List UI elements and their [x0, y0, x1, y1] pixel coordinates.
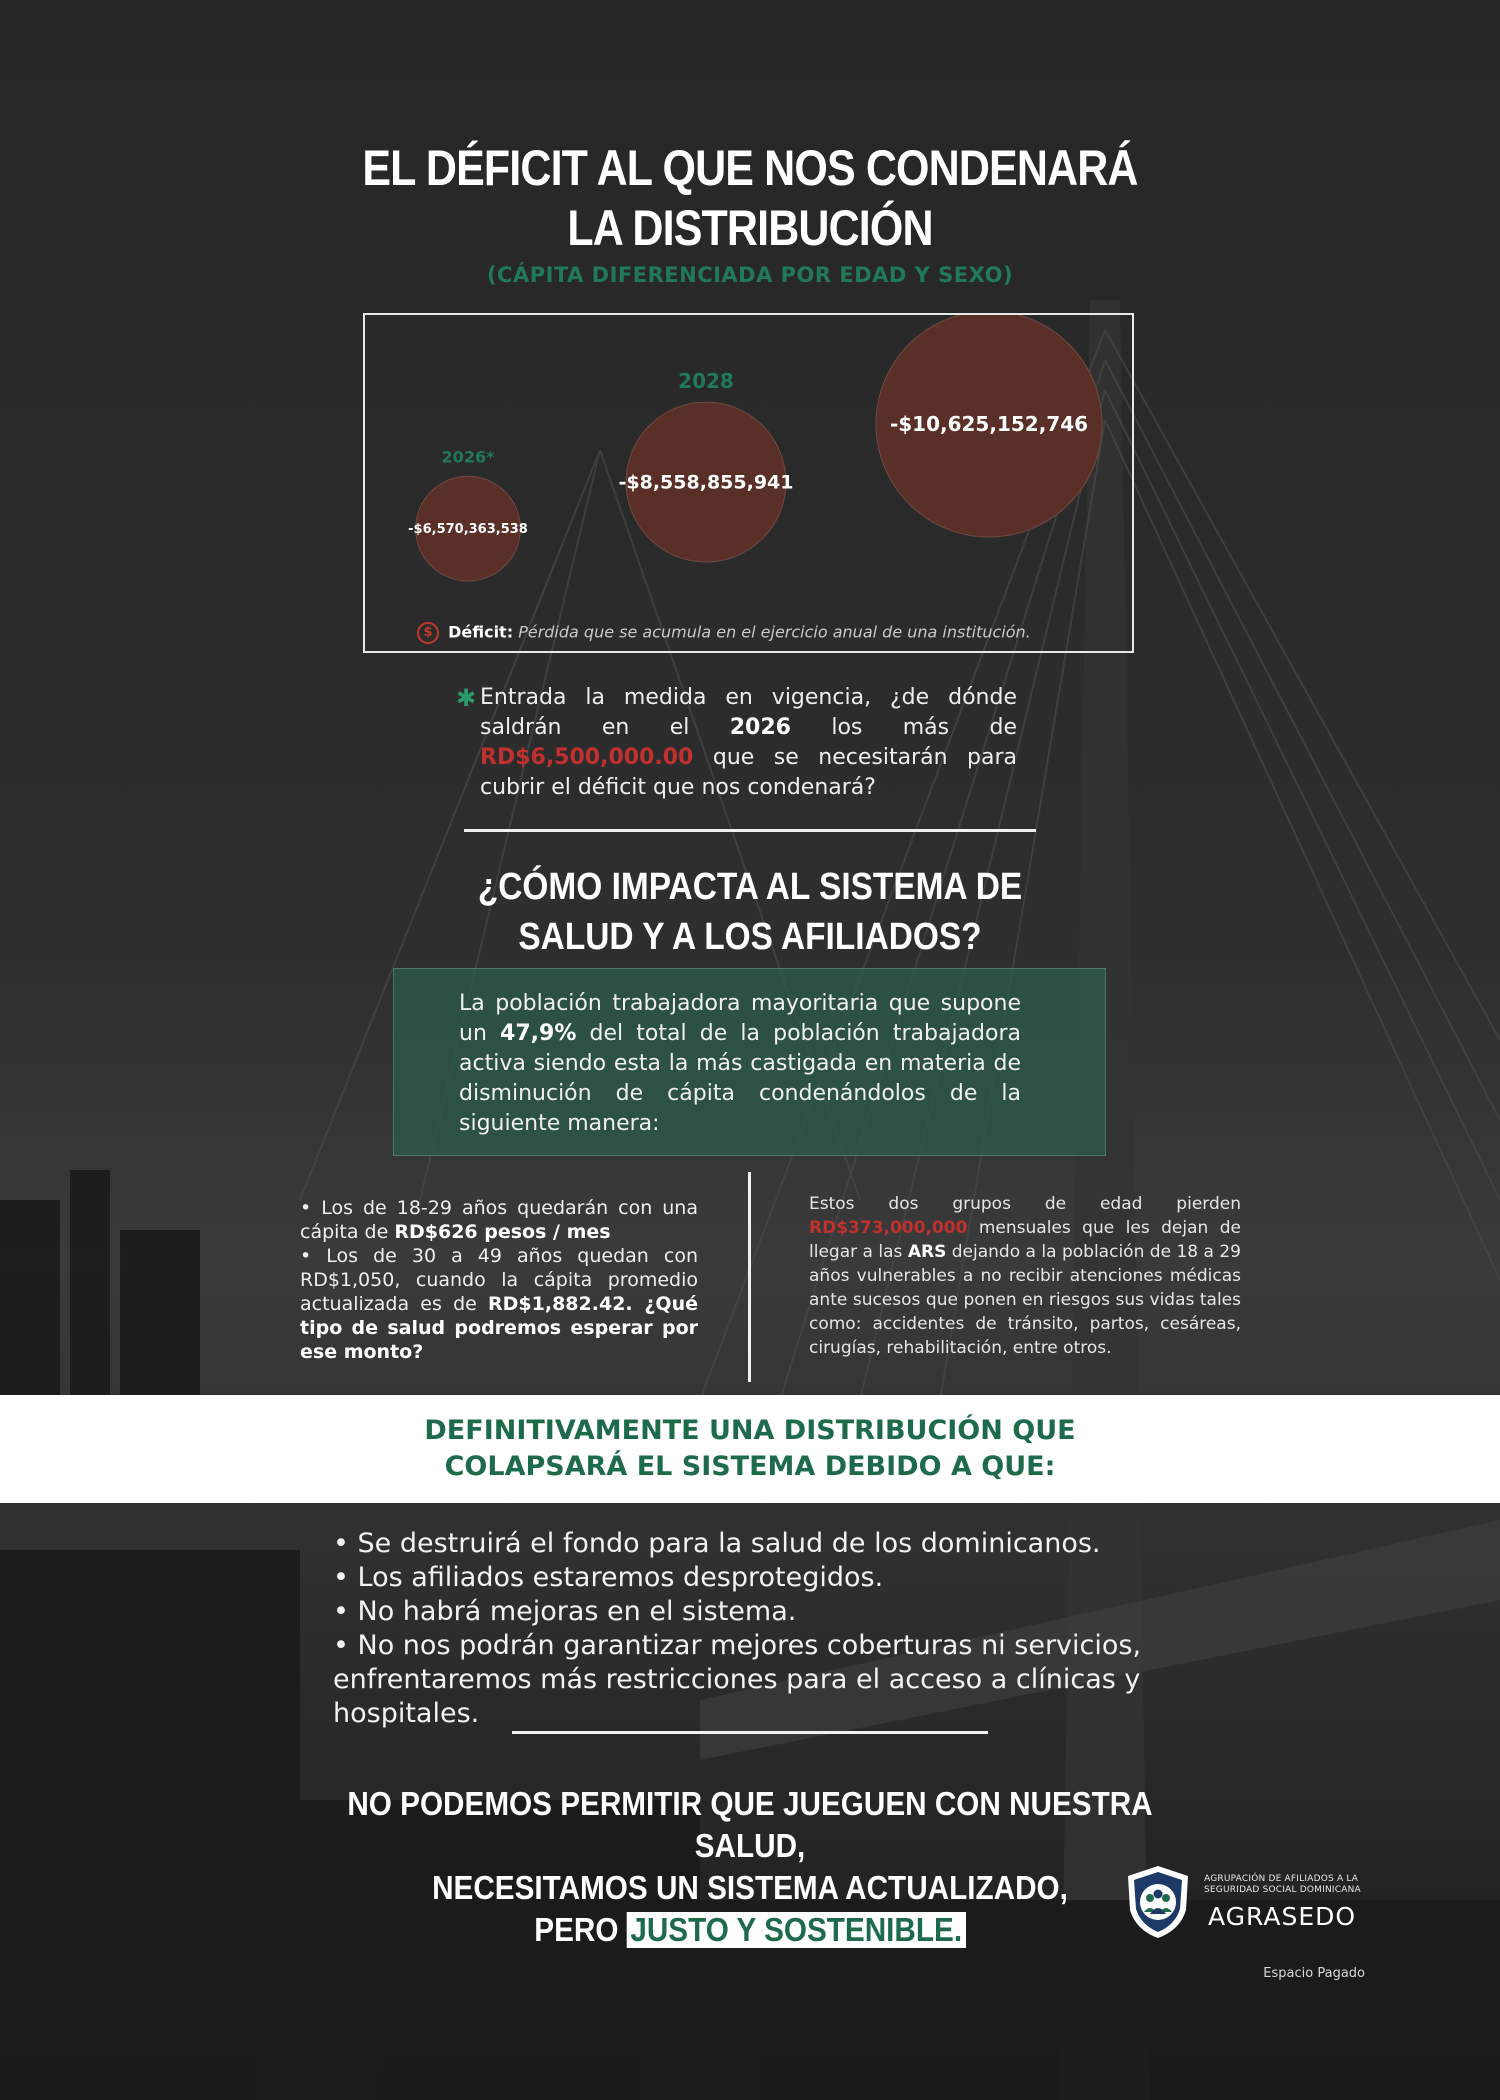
list-item: • Se destruirá el fondo para la salud de los dominicanos.: [333, 1528, 1101, 1559]
title-line-1: EL DÉFICIT AL QUE NOS CONDENARÁ: [362, 140, 1138, 196]
list-item: [300, 1244, 698, 1364]
agrasedo-logo: [1120, 1862, 1380, 1942]
population-info-text: [459, 989, 1021, 1139]
org-line-1: AGRUPACIÓN DE AFILIADOS A LA: [1204, 1874, 1359, 1884]
consequences-list: [333, 1527, 1183, 1731]
note-amount: RD$6,500,000.00: [480, 745, 694, 770]
chart-legend: [417, 622, 1117, 644]
legend-term: Déficit:: [448, 622, 514, 642]
asterisk-icon: ✱: [456, 684, 477, 712]
note-text-3: que se necesitarán para cubrir el déficit que nos condenará?: [480, 745, 1017, 800]
logo-org-name: [1204, 1874, 1374, 1896]
closing-line-1: NO PODEMOS PERMITIR QUE JUEGUEN CON NUESTRA SALUD,: [347, 1785, 1153, 1864]
item-bold: RD$1,882.42.: [488, 1293, 633, 1315]
conclusion-line-1: DEFINITIVAMENTE UNA DISTRIBUCIÓN QUE: [424, 1415, 1076, 1446]
loss-ars: ARS: [907, 1242, 947, 1262]
capita-by-age-list: [300, 1196, 698, 1364]
closing-highlight: JUSTO Y SOSTENIBLE.: [627, 1912, 966, 1948]
note-text-2: los más de: [790, 715, 1017, 740]
page-title: [320, 138, 1180, 258]
year-label-0: 2026*: [441, 447, 495, 467]
logo-name: AGRASEDO: [1208, 1902, 1357, 1931]
note-year: 2026: [729, 715, 791, 740]
loss-amount: RD$373,000,000: [809, 1218, 968, 1238]
bubble-value-label-2: -$10,625,152,746: [889, 412, 1089, 436]
paid-space-label: Espacio Pagado: [1263, 1966, 1365, 1981]
impact-heading-line-1: ¿CÓMO IMPACTA AL SISTEMA DE: [477, 866, 1023, 908]
deficit-chart: [363, 313, 1134, 653]
impact-heading-line-2: SALUD Y A LOS AFILIADOS?: [518, 916, 982, 958]
page-subtitle: (CÁPITA DIFERENCIADA POR EDAD Y SEXO): [486, 263, 1014, 287]
monthly-loss-text: [809, 1192, 1241, 1360]
bubble-value-label-1: -$8,558,855,941: [618, 471, 794, 494]
deficit-bubble-chart: [365, 315, 1132, 651]
divider-2: [512, 1731, 988, 1734]
info-text-2: del total de la población trabajadora activa siendo esta la más castigada en materia de disminución de cápita condenándolos de la siguiente manera:: [459, 1021, 1021, 1136]
loss-text-3: dejando a la población de 18 a 29 años vulnerables a no recibir atenciones médicas ante sucesos que ponen en riesgos sus vidas tales como: accidentes de tránsito, partos, cesáreas, cirugías, rehabilitación, entre otros.: [809, 1242, 1242, 1358]
info-percent: 47,9%: [500, 1021, 577, 1046]
closing-line-3: [300, 1909, 1200, 1951]
loss-text-2: mensuales que les dejan de llegar a las: [809, 1218, 1241, 1262]
closing-prefix: PERO: [534, 1911, 627, 1948]
deficit-question-note: [456, 683, 1017, 803]
bubble-value-label-0: -$6,570,363,538: [408, 522, 528, 538]
list-item: • No habrá mejoras en el sistema.: [333, 1596, 797, 1627]
conclusion-heading: [250, 1413, 1250, 1485]
divider-1: [464, 829, 1036, 832]
item-text: • Los de 30 a 49 años quedan con RD$1,050, cuando la cápita promedio actualizada es de: [300, 1245, 698, 1315]
impact-heading: [442, 862, 1058, 962]
item-question: ¿Qué tipo de salud podremos esperar por ese monto?: [300, 1293, 698, 1363]
legend-definition: Pérdida que se acumula en el ejercicio anual de una institución.: [518, 622, 1031, 642]
closing-statement: [300, 1783, 1200, 1951]
year-label-1: 2028: [678, 369, 734, 394]
list-item: • No nos podrán garantizar mejores coberturas ni servicios, enfrentaremos más restricciones para el acceso a clínicas y hospitales.: [333, 1630, 1142, 1729]
dollar-circle-icon: $: [417, 622, 439, 644]
population-info-box: [393, 968, 1106, 1156]
conclusion-band: [0, 1395, 1500, 1503]
item-bold: RD$626 pesos / mes: [394, 1221, 611, 1243]
org-line-2: SEGURIDAD SOCIAL DOMINICANA: [1204, 1885, 1361, 1895]
conclusion-line-2: COLAPSARÁ EL SISTEMA DEBIDO A QUE:: [444, 1451, 1056, 1482]
list-item: • Los afiliados estaremos desprotegidos.: [333, 1562, 884, 1593]
vertical-divider: [748, 1172, 751, 1382]
closing-line-2: NECESITAMOS UN SISTEMA ACTUALIZADO,: [432, 1869, 1068, 1906]
agrasedo-shield-icon: [1120, 1862, 1196, 1942]
item-text: • Los de 18-29 años quedarán con una cápita de: [300, 1197, 698, 1243]
title-line-2: LA DISTRIBUCIÓN: [567, 200, 933, 256]
info-text-1: La población trabajadora mayoritaria que supone un: [459, 991, 1021, 1046]
loss-text-1: Estos dos grupos de edad pierden: [809, 1194, 1241, 1214]
list-item: [300, 1196, 698, 1244]
note-text-1: Entrada la medida en vigencia, ¿de dónde saldrán en el: [480, 685, 1017, 740]
